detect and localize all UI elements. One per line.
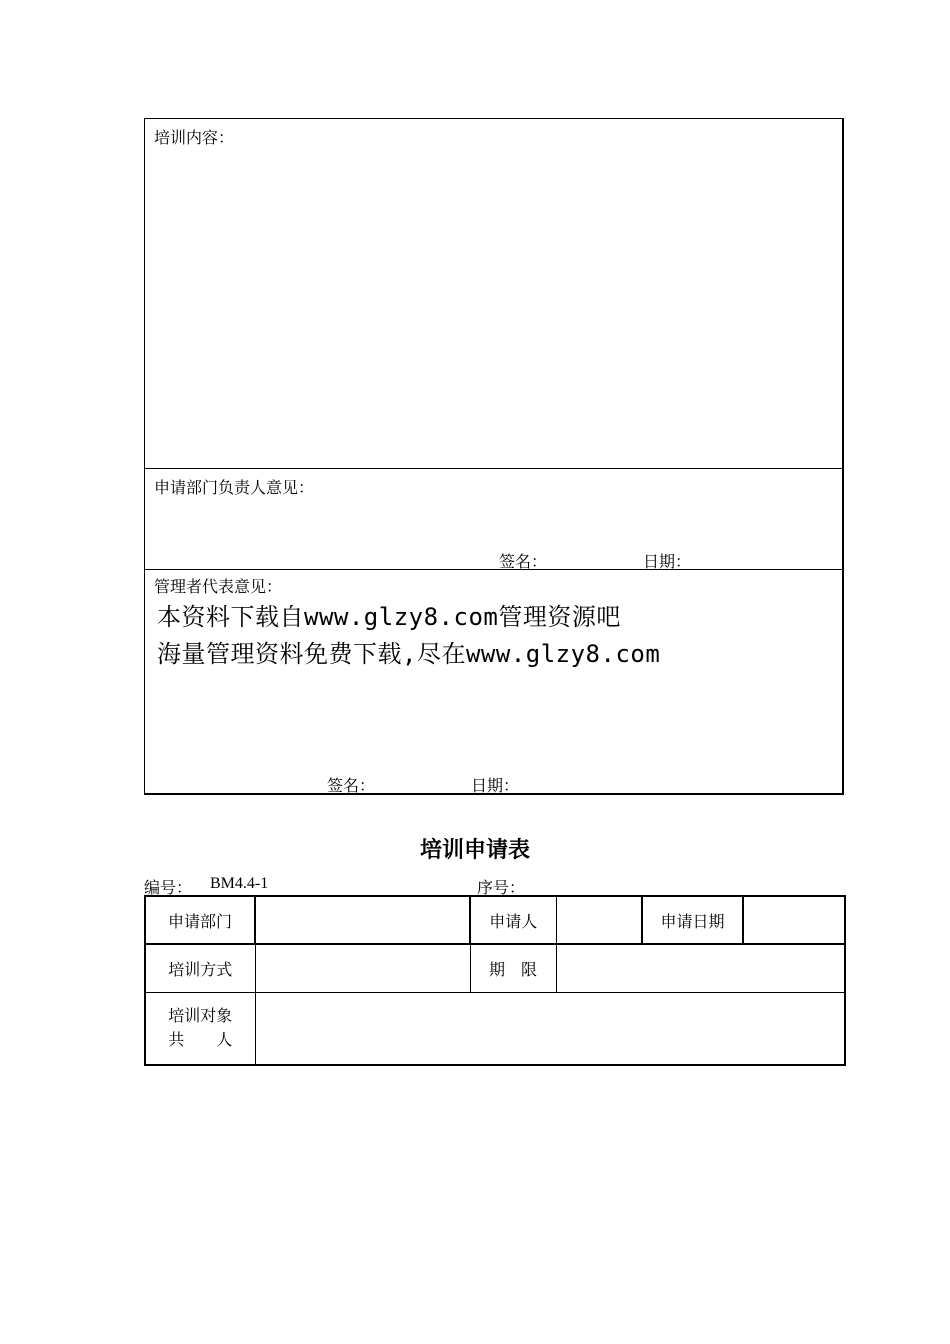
form-title: 培训申请表	[419, 838, 530, 863]
applicant-label: 申请人	[470, 896, 556, 944]
training-target-label-line-1: 培训对象	[168, 1006, 233, 1026]
apply-dept-field[interactable]	[255, 896, 470, 944]
dept-sign-label: 签名：	[499, 552, 548, 571]
application-table	[144, 895, 846, 1066]
dept-date-label: 日期：	[643, 552, 692, 571]
apply-date-label: 申请日期	[642, 896, 743, 944]
training-target-label-line-2: 共 人	[168, 1030, 233, 1050]
divider	[145, 569, 842, 570]
apply-dept-label: 申请部门	[145, 896, 255, 944]
training-content-label: 培训内容：	[154, 128, 235, 147]
mgmt-rep-opinion-label: 管理者代表意见：	[154, 577, 283, 596]
watermark-text-line-2: 海量管理资料免费下载,尽在www.glzy8.com	[157, 640, 661, 668]
table-row	[145, 992, 845, 1065]
training-target-label	[145, 992, 255, 1065]
mgmt-sign-label: 签名：	[327, 776, 376, 795]
upper-form-box	[144, 118, 844, 795]
term-field[interactable]	[556, 944, 845, 992]
training-target-field[interactable]	[255, 992, 845, 1065]
watermark-text-line-1: 本资料下载自www.glzy8.com管理资源吧	[157, 603, 621, 631]
number-label: 编号：	[144, 878, 193, 897]
training-method-label: 培训方式	[145, 944, 255, 992]
applicant-field[interactable]	[556, 896, 642, 944]
divider	[145, 468, 842, 469]
training-method-field[interactable]	[255, 944, 470, 992]
mgmt-date-label: 日期：	[471, 776, 520, 795]
term-label: 期 限	[470, 944, 556, 992]
dept-head-opinion-label: 申请部门负责人意见：	[154, 478, 315, 497]
serial-label: 序号：	[477, 878, 526, 897]
apply-date-field[interactable]	[743, 896, 845, 944]
table-row	[145, 896, 845, 944]
number-value: BM4.4-1	[210, 875, 269, 892]
training-content-field[interactable]	[145, 139, 841, 469]
table-row	[145, 944, 845, 992]
